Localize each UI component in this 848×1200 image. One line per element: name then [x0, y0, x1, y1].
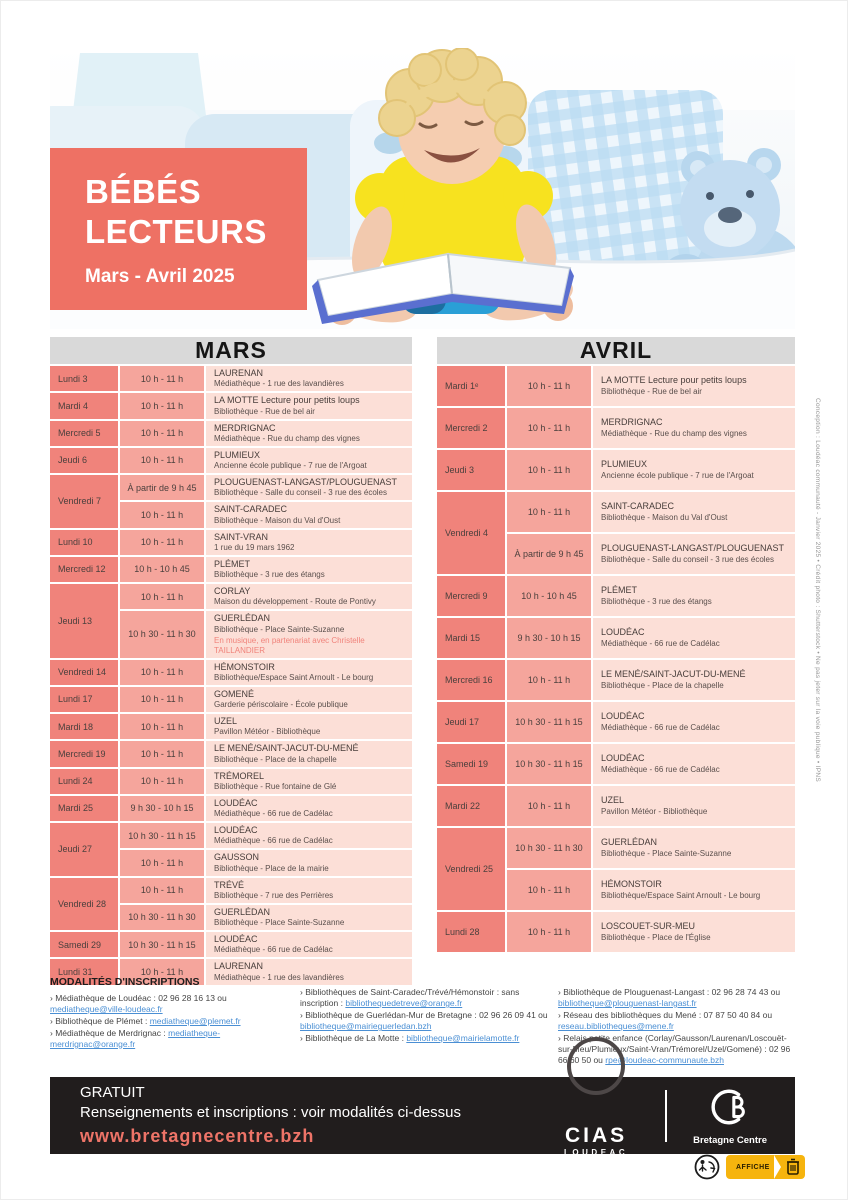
date-cell: Vendredi 14 [50, 660, 118, 685]
time-cell: 10 h 30 - 11 h 15 [120, 932, 204, 957]
time-cell: À partir de 9 h 45 [507, 534, 591, 574]
email-link[interactable]: rpe@loudeac-communaute.bzh [605, 1055, 724, 1066]
schedule-row [50, 530, 412, 555]
schedule-row [50, 557, 412, 582]
print-credit-note: Conception : Loudéac communauté - Janvier 2025 • Crédit photo : Shutterstock • Ne pas jeter sur la voie publique • IPNS [814, 398, 821, 782]
venue-address: Bibliothèque - 7 rue des Perrières [214, 890, 334, 900]
registration-info-item: › Relais petite enfance (Corlay/Gausson/Laurenan/Loscouët-sur-Meu/Plumieux/Saint-Vran/Trémorel/Uzel/Gomené) : 02 96 66 60 50 ou rpe@loudeac-communaute.bzh [558, 1033, 791, 1066]
location-cell [593, 408, 795, 448]
date-cell: Mardi 25 [50, 796, 118, 821]
date-cell: Samedi 29 [50, 932, 118, 957]
time-cell: 9 h 30 - 10 h 15 [507, 618, 591, 658]
place-name: LE MENÉ/SAINT-JACUT-DU-MENÉ [214, 743, 359, 754]
time-cell: 10 h - 11 h [120, 850, 204, 875]
registration-info-item: › Bibliothèque de Plémet : mediatheque@plemet.fr [50, 1015, 241, 1026]
location-cell [593, 576, 795, 616]
time-cell: 10 h - 11 h [507, 786, 591, 826]
location-cell [206, 611, 412, 657]
date-cell: Lundi 24 [50, 769, 118, 794]
schedule-row [50, 660, 412, 685]
place-name: LOUDÉAC [601, 627, 645, 638]
venue-address: Pavillon Météor - Bibliothèque [214, 727, 321, 737]
schedule-row [437, 450, 795, 490]
place-name: GAUSSON [214, 852, 260, 863]
schedule-row [437, 744, 795, 784]
place-name: TRÉMOREL [214, 770, 265, 781]
place-name: PLÉMET [601, 585, 638, 596]
location-cell [206, 905, 412, 930]
date-cell: Jeudi 3 [437, 450, 505, 490]
place-name: LA MOTTE Lecture pour petits loups [601, 375, 747, 386]
email-link[interactable]: reseau.bibliotheques@mene.fr [558, 1021, 674, 1032]
location-cell [206, 448, 412, 473]
time-cell: À partir de 9 h 45 [120, 475, 204, 500]
time-cell: 10 h - 11 h [120, 530, 204, 555]
time-cell: 10 h 30 - 11 h 30 [120, 905, 204, 930]
print-badges [694, 1154, 805, 1180]
registration-info-item: › Réseau des bibliothèques du Mené : 07 87 50 40 84 ou reseau.bibliotheques@mene.fr [558, 1010, 773, 1032]
place-name: UZEL [601, 795, 625, 806]
time-cell: 10 h 30 - 11 h 15 [507, 744, 591, 784]
date-cell: Mercredi 9 [437, 576, 505, 616]
time-cell: 10 h - 11 h [120, 448, 204, 473]
registration-info-item: › Bibliothèque de La Motte : bibliotheque@mairielamotte.fr [300, 1033, 520, 1044]
registration-info-item: › Bibliothèques de Saint-Caradec/Trévé/Hémonstoir : sans inscription : bibliothequedetreve@orange.fr [300, 987, 520, 1009]
date-cell: Lundi 10 [50, 530, 118, 555]
place-name: LAURENAN [214, 368, 264, 378]
place-name: PLOUGUENAST-LANGAST/PLOUGUENAST [601, 543, 785, 554]
schedule-row [50, 448, 412, 473]
schedule-row [50, 687, 412, 712]
date-cell: Vendredi 25 [437, 828, 505, 910]
location-cell [206, 932, 412, 957]
location-cell [593, 870, 795, 910]
venue-address: Médiathèque - 66 rue de Cadélac [601, 638, 720, 648]
location-cell [206, 714, 412, 739]
location-cell [593, 366, 795, 406]
venue-address: Bibliothèque - Maison du Val d'Oust [214, 515, 341, 525]
month-title: AVRIL [437, 337, 795, 364]
location-cell [206, 421, 412, 446]
location-cell [206, 475, 412, 500]
venue-address: Bibliothèque - Rue de bel air [214, 406, 315, 416]
time-cell: 10 h - 11 h [120, 714, 204, 739]
time-cell: 10 h - 11 h [507, 870, 591, 910]
venue-address: Pavillon Météor - Bibliothèque [601, 806, 708, 816]
footer-info-line: Renseignements et inscriptions : voir modalités ci-dessus [80, 1104, 461, 1122]
schedule-row [50, 823, 412, 848]
schedule-row [437, 408, 795, 448]
email-link[interactable]: bibliotheque@mairielamotte.fr [406, 1033, 520, 1044]
venue-address: Médiathèque - 66 rue de Cadélac [214, 945, 333, 955]
place-name: LOUDÉAC [214, 825, 258, 835]
venue-address: Bibliothèque - Place Sainte-Suzanne [601, 848, 732, 858]
venue-address: Bibliothèque - 3 rue des étangs [214, 570, 325, 579]
time-cell: 10 h - 10 h 45 [507, 576, 591, 616]
page-title-line1: BÉBÉS [85, 173, 202, 210]
place-name: LOUDÉAC [214, 934, 258, 944]
cias-logo-line1: CIAS [564, 1123, 628, 1147]
venue-address: Bibliothèque - Salle du conseil - 3 rue des écoles [214, 488, 387, 498]
location-cell [206, 502, 412, 527]
location-cell [593, 744, 795, 784]
schedule-row [50, 584, 412, 609]
place-name: SAINT-VRAN [214, 531, 269, 542]
place-name: PLUMIEUX [601, 459, 648, 470]
page-title-line2: LECTEURS [85, 212, 267, 250]
schedule-row [437, 912, 795, 952]
date-cell: Jeudi 17 [437, 702, 505, 742]
date-cell: Jeudi 6 [50, 448, 118, 473]
venue-address: Bibliothèque - Place de la chapelle [601, 680, 724, 690]
location-cell [206, 823, 412, 848]
venue-address: Garderie périscolaire - École publique [214, 700, 348, 709]
time-cell: 10 h - 11 h [120, 959, 204, 984]
registration-column-1 [50, 976, 300, 1067]
affiche-badge [726, 1155, 805, 1179]
date-cell: Vendredi 4 [437, 492, 505, 574]
bretagne-centre-label: Bretagne Centre [693, 1134, 767, 1146]
date-cell: Mardi 22 [437, 786, 505, 826]
place-name: MERDRIGNAC [214, 422, 276, 433]
venue-address: Bibliothèque - Place de la chapelle [214, 754, 337, 764]
month-table-avril [437, 337, 795, 954]
location-cell [593, 492, 795, 532]
location-cell [206, 850, 412, 875]
date-cell: Mercredi 16 [437, 660, 505, 700]
footer-bar [50, 1077, 795, 1166]
date-cell: Lundi 3 [50, 366, 118, 391]
venue-address: Bibliothèque - Place Sainte-Suzanne [214, 624, 345, 634]
date-cell: Vendredi 7 [50, 475, 118, 528]
place-name: SAINT-CARADEC [601, 501, 675, 512]
triman-recycle-icon [694, 1154, 720, 1180]
location-cell [593, 786, 795, 826]
venue-address: Bibliothèque - Salle du conseil - 3 rue des écoles [601, 554, 774, 564]
venue-address: Médiathèque - 66 rue de Cadélac [601, 722, 720, 732]
title-block [50, 148, 307, 310]
date-cell: Lundi 31 [50, 959, 118, 984]
schedule-row [437, 492, 795, 532]
place-name: LA MOTTE Lecture pour petits loups [214, 395, 360, 406]
location-cell [206, 878, 412, 903]
location-cell [593, 534, 795, 574]
venue-address: Bibliothèque - Maison du Val d'Oust [601, 512, 728, 522]
venue-address: Médiathèque - 66 rue de Cadélac [214, 809, 333, 818]
location-cell [206, 366, 412, 391]
venue-address: 1 rue du 19 mars 1962 [214, 542, 295, 552]
time-cell: 10 h - 10 h 45 [120, 557, 204, 582]
time-cell: 10 h - 11 h [120, 584, 204, 609]
place-name: GUERLÉDAN [214, 906, 271, 917]
time-cell: 10 h 30 - 11 h 15 [507, 702, 591, 742]
bretagne-centre-logo [693, 1086, 767, 1146]
chevron-right-icon [774, 1155, 781, 1179]
registration-info-item: › Bibliothèque de Guerlédan-Mur de Bretagne : 02 96 26 09 41 ou bibliotheque@mairieguerledan.bzh [300, 1010, 548, 1032]
time-cell: 10 h - 11 h [120, 502, 204, 527]
date-cell: Samedi 19 [437, 744, 505, 784]
email-link[interactable]: bibliothequedetreve@orange.fr [345, 998, 463, 1009]
time-cell: 10 h - 11 h [120, 393, 204, 418]
venue-address: Médiathèque - Rue du champ des vignes [214, 433, 360, 443]
registration-column-2 [300, 976, 558, 1067]
time-cell: 10 h - 11 h [120, 687, 204, 712]
month-table-mars [50, 337, 412, 987]
date-cell: Mercredi 19 [50, 741, 118, 766]
venue-address: Médiathèque - Rue du champ des vignes [601, 428, 747, 438]
schedule-table [435, 364, 797, 954]
schedule-row [50, 796, 412, 821]
cias-ring-icon [567, 1037, 625, 1095]
schedule-row [50, 741, 412, 766]
email-link[interactable]: mediatheque@ville-loudeac.fr [50, 1003, 163, 1014]
place-name: CORLAY [214, 586, 251, 596]
registration-items [300, 987, 558, 1044]
place-name: HÉMONSTOIR [601, 879, 662, 890]
schedule-row [50, 421, 412, 446]
time-cell: 10 h - 11 h [507, 408, 591, 448]
location-cell [206, 796, 412, 821]
place-name: PLÉMET [214, 558, 251, 569]
place-name: GUERLÉDAN [214, 613, 271, 624]
place-name: LOUDÉAC [601, 711, 645, 722]
session-note: En musique, en partenariat avec Christelle TAILLANDIER [214, 635, 365, 655]
time-cell: 10 h - 11 h [507, 660, 591, 700]
location-cell [206, 530, 412, 555]
location-cell [206, 557, 412, 582]
date-cell: Lundi 28 [437, 912, 505, 952]
schedule-row [50, 366, 412, 391]
place-name: LOUDÉAC [601, 753, 645, 764]
date-cell: Mardi 15 [437, 618, 505, 658]
schedule-row [437, 786, 795, 826]
cias-logo-line2: LOUDEAC [564, 1147, 629, 1157]
place-name: LAURENAN [214, 961, 264, 972]
location-cell [206, 660, 412, 685]
schedule-row [437, 366, 795, 406]
time-cell: 10 h - 11 h [507, 912, 591, 952]
date-cell: Mercredi 5 [50, 421, 118, 446]
location-cell [206, 769, 412, 794]
location-cell [206, 687, 412, 712]
venue-address: Médiathèque - 66 rue de Cadélac [214, 836, 333, 846]
venue-address: Bibliothèque/Espace Saint Arnoult - Le bourg [601, 890, 761, 900]
time-cell: 10 h - 11 h [120, 741, 204, 766]
venue-address: Médiathèque - 1 rue des lavandières [214, 972, 344, 982]
place-name: GUERLÉDAN [601, 837, 658, 848]
registration-title: MODALITÉS D'INSCRIPTIONS [50, 976, 200, 988]
date-cell: Mardi 18 [50, 714, 118, 739]
venue-address: Bibliothèque - Rue de bel air [601, 386, 702, 396]
place-name: LE MENÉ/SAINT-JACUT-DU-MENÉ [601, 669, 746, 680]
cias-logo-line3: communauté [568, 1156, 624, 1166]
registration-items [50, 993, 300, 1050]
time-cell: 10 h - 11 h [507, 492, 591, 532]
location-cell [593, 828, 795, 868]
date-cell: Mardi 4 [50, 393, 118, 418]
location-cell [206, 393, 412, 418]
date-cell: Jeudi 13 [50, 584, 118, 658]
trash-bin-icon [785, 1158, 801, 1176]
venue-address: Ancienne école publique - 7 rue de l'Argoat [601, 470, 754, 480]
place-name: SAINT-CARADEC [214, 504, 288, 515]
date-cell: Mercredi 2 [437, 408, 505, 448]
schedule-row [50, 475, 412, 500]
place-name: GOMENÉ [214, 688, 255, 699]
registration-info-item: › Médiathèque de Loudéac : 02 96 28 16 13 ou mediatheque@ville-loudeac.fr [50, 992, 227, 1014]
location-cell [593, 618, 795, 658]
time-cell: 10 h - 11 h [120, 878, 204, 903]
schedule-row [50, 393, 412, 418]
month-title: MARS [50, 337, 412, 364]
registration-info-item: › Médiathèque de Merdrignac : mediatheque-merdrignac@orange.fr [50, 1027, 221, 1049]
venue-address: Ancienne école publique - 7 rue de l'Argoat [214, 461, 367, 470]
footer-text [50, 1083, 553, 1148]
place-name: LOUDÉAC [214, 797, 258, 808]
email-link[interactable]: mediatheque-merdrignac@orange.fr [50, 1027, 221, 1049]
email-link[interactable]: mediatheque@plemet.fr [149, 1015, 241, 1026]
location-cell [593, 450, 795, 490]
schedule-row [437, 702, 795, 742]
time-cell: 10 h - 11 h [507, 366, 591, 406]
time-cell: 10 h - 11 h [120, 366, 204, 391]
place-name: PLUMIEUX [214, 449, 261, 460]
schedule-row [50, 878, 412, 903]
date-cell: Mercredi 12 [50, 557, 118, 582]
date-range-subtitle: Mars - Avril 2025 [85, 266, 235, 288]
time-cell: 10 h - 11 h [507, 450, 591, 490]
venue-address: Maison du développement - Route de Pontivy [214, 597, 376, 607]
date-cell: Jeudi 27 [50, 823, 118, 876]
place-name: HÉMONSTOIR [214, 661, 275, 672]
cias-loudeac-logo [553, 1066, 639, 1166]
date-cell: Vendredi 28 [50, 878, 118, 931]
place-name: PLOUGUENAST-LANGAST/PLOUGUENAST [214, 477, 398, 487]
date-cell: Mardi 1ᵉ [437, 366, 505, 406]
schedule-row [50, 714, 412, 739]
location-cell [206, 741, 412, 766]
venue-address: Bibliothèque - Place de l'Église [601, 932, 711, 942]
time-cell: 9 h 30 - 10 h 15 [120, 796, 204, 821]
footer-divider [665, 1090, 667, 1142]
registration-section [50, 976, 795, 1067]
location-cell [593, 912, 795, 952]
time-cell: 10 h 30 - 11 h 15 [120, 823, 204, 848]
email-link[interactable]: bibliotheque@plouguenast-langast.fr [558, 998, 697, 1009]
location-cell [206, 584, 412, 609]
schedule-table [48, 364, 414, 987]
schedule-row [50, 769, 412, 794]
time-cell: 10 h 30 - 11 h 30 [120, 611, 204, 657]
time-cell: 10 h - 11 h [120, 769, 204, 794]
free-label: GRATUIT [80, 1084, 145, 1102]
email-link[interactable]: bibliotheque@mairieguerledan.bzh [300, 1021, 432, 1032]
venue-address: Bibliothèque - Rue fontaine de Glé [214, 781, 337, 791]
location-cell [593, 702, 795, 742]
venue-address: Bibliothèque - Place Sainte-Suzanne [214, 918, 345, 927]
location-cell [593, 660, 795, 700]
place-name: TRÉVÉ [214, 879, 245, 890]
schedule-row [50, 932, 412, 957]
schedule-row [437, 618, 795, 658]
place-name: UZEL [214, 716, 238, 726]
time-cell: 10 h - 11 h [120, 421, 204, 446]
time-cell: 10 h - 11 h [120, 660, 204, 685]
time-cell: 10 h 30 - 11 h 30 [507, 828, 591, 868]
schedule-row [437, 660, 795, 700]
date-cell: Lundi 17 [50, 687, 118, 712]
venue-address: Bibliothèque - 3 rue des étangs [601, 596, 712, 606]
registration-info-item: › Bibliothèque de Plouguenast-Langast : 02 96 28 74 43 ou bibliotheque@plouguenast-langast.fr [558, 987, 781, 1009]
affiche-label: AFFICHE [736, 1163, 770, 1171]
schedule-row [437, 576, 795, 616]
venue-address: Bibliothèque/Espace Saint Arnoult - Le bourg [214, 672, 374, 682]
venue-address: Bibliothèque - Place de la mairie [214, 863, 329, 873]
venue-address: Médiathèque - 66 rue de Cadélac [601, 764, 720, 774]
schedule-row [437, 828, 795, 868]
place-name: LOSCOUET-SUR-MEU [601, 921, 696, 932]
place-name: MERDRIGNAC [601, 417, 663, 428]
venue-address: Médiathèque - 1 rue des lavandières [214, 379, 344, 389]
website-link[interactable]: www.bretagnecentre.bzh [80, 1125, 315, 1146]
bretagne-centre-monogram-icon [709, 1086, 751, 1128]
